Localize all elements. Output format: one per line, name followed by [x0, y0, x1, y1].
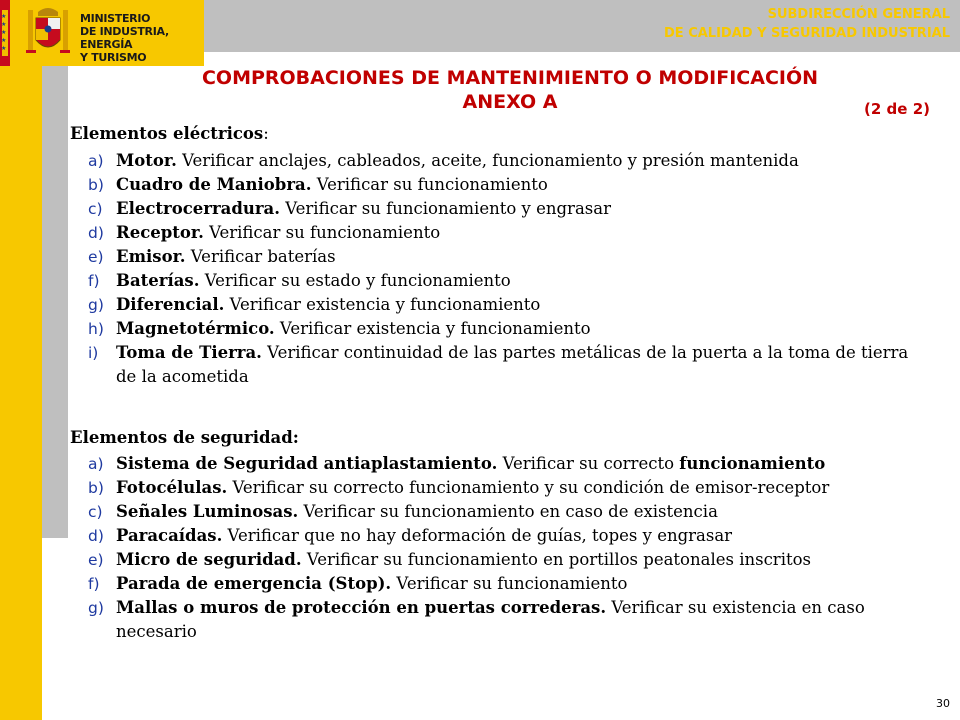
list-marker: c): [88, 503, 103, 521]
electrical-heading-text: Elementos eléctricos: [70, 124, 264, 143]
electrical-heading: [70, 124, 269, 143]
item-term: Diferencial.: [116, 295, 225, 314]
item-description: Verificar baterías: [185, 247, 336, 266]
list-item: [70, 524, 930, 548]
list-item: [70, 221, 930, 245]
item-term: Señales Luminosas.: [116, 502, 299, 521]
item-description: Verificar su correcto funcionamiento y su condición de emisor-receptor: [227, 478, 830, 497]
list-item: [70, 500, 930, 524]
item-term: Magnetotérmico.: [116, 319, 275, 338]
item-term: Paracaídas.: [116, 526, 223, 545]
list-marker: d): [88, 224, 104, 242]
electrical-heading-colon: :: [263, 124, 269, 143]
item-term: Fotocélulas.: [116, 478, 228, 497]
list-item: [70, 197, 930, 221]
list-item: [70, 173, 930, 197]
item-term: Parada de emergencia (Stop).: [116, 574, 392, 593]
item-description: Verificar su funcionamiento: [203, 223, 441, 242]
list-item: [70, 149, 930, 173]
list-marker: f): [88, 575, 100, 593]
list-marker: b): [88, 176, 104, 194]
page-number: 30: [936, 697, 950, 710]
item-description: Verificar su estado y funcionamiento: [199, 271, 511, 290]
subdirection-name: [664, 5, 950, 43]
ministry-line-1: MINISTERIO: [80, 12, 151, 25]
item-term-continued: funcionamiento: [679, 454, 826, 473]
list-item: [70, 596, 930, 644]
item-term: Micro de seguridad.: [116, 550, 302, 569]
list-marker: h): [88, 320, 104, 338]
title-line-2: ANEXO A: [462, 91, 558, 113]
item-term: Motor.: [116, 151, 177, 170]
item-term: Baterías.: [116, 271, 200, 290]
item-term: Sistema de Seguridad antiaplastamiento.: [116, 454, 498, 473]
ministry-logo: [0, 0, 204, 66]
list-item: [70, 548, 930, 572]
title-line-1: COMPROBACIONES DE MANTENIMIENTO O MODIFICACIÓN: [201, 67, 819, 89]
item-description: Verificar continuidad de las partes metálicas de la puerta a la toma de tierra de la acometida: [116, 343, 909, 386]
item-description: Verificar su funcionamiento y engrasar: [280, 199, 611, 218]
item-term: Electrocerradura.: [116, 199, 280, 218]
list-marker: a): [88, 455, 104, 473]
item-term: Toma de Tierra.: [116, 343, 262, 362]
subdirection-line-2: DE CALIDAD Y SEGURIDAD INDUSTRIAL: [664, 26, 950, 41]
list-item: [70, 341, 930, 389]
item-description: Verificar su correcto: [497, 454, 680, 473]
ministry-name: [80, 12, 204, 64]
item-description: Verificar su funcionamiento en caso de existencia: [298, 502, 718, 521]
list-item: [70, 269, 930, 293]
list-item: [70, 572, 930, 596]
list-marker: g): [88, 296, 104, 314]
page-indicator-note: (2 de 2): [864, 100, 930, 118]
left-accent-bar: [0, 0, 42, 720]
list-marker: f): [88, 272, 100, 290]
item-description: Verificar anclajes, cableados, aceite, funcionamiento y presión mantenida: [176, 151, 799, 170]
list-marker: b): [88, 479, 104, 497]
item-term: Emisor.: [116, 247, 186, 266]
list-marker: d): [88, 527, 104, 545]
side-gray-strip: [42, 52, 68, 538]
item-term: Cuadro de Maniobra.: [116, 175, 312, 194]
item-term: Receptor.: [116, 223, 204, 242]
list-item: [70, 452, 930, 476]
subdirection-line-1: SUBDIRECCIÓN GENERAL: [767, 7, 950, 22]
ministry-line-2: DE INDUSTRIA, ENERGÍA: [80, 25, 169, 51]
list-marker: e): [88, 248, 104, 266]
list-item: [70, 293, 930, 317]
list-item: [70, 317, 930, 341]
ministry-line-3: Y TURISMO: [80, 51, 147, 64]
item-description: Verificar su funcionamiento en portillos peatonales inscritos: [301, 550, 812, 569]
item-description: Verificar que no hay deformación de guías, topes y engrasar: [222, 526, 733, 545]
safety-list: [70, 452, 930, 644]
spain-flag-icon: ★ ★ ★ ★ ★: [0, 0, 10, 66]
page-title: [80, 66, 940, 114]
list-marker: g): [88, 599, 104, 617]
list-marker: i): [88, 344, 99, 362]
list-marker: a): [88, 152, 104, 170]
list-item: [70, 245, 930, 269]
list-marker: e): [88, 551, 104, 569]
list-marker: c): [88, 200, 103, 218]
item-description: Verificar existencia y funcionamiento: [274, 319, 591, 338]
list-item: [70, 476, 930, 500]
item-term: Mallas o muros de protección en puertas correderas.: [116, 598, 607, 617]
item-description: Verificar su funcionamiento: [391, 574, 628, 593]
electrical-list: [70, 149, 930, 389]
safety-heading: Elementos de seguridad:: [70, 428, 299, 447]
item-description: Verificar existencia y funcionamiento: [224, 295, 541, 314]
item-description: Verificar su existencia en caso necesario: [116, 598, 865, 641]
coat-of-arms-icon: [26, 6, 70, 60]
item-description: Verificar su funcionamiento: [311, 175, 548, 194]
